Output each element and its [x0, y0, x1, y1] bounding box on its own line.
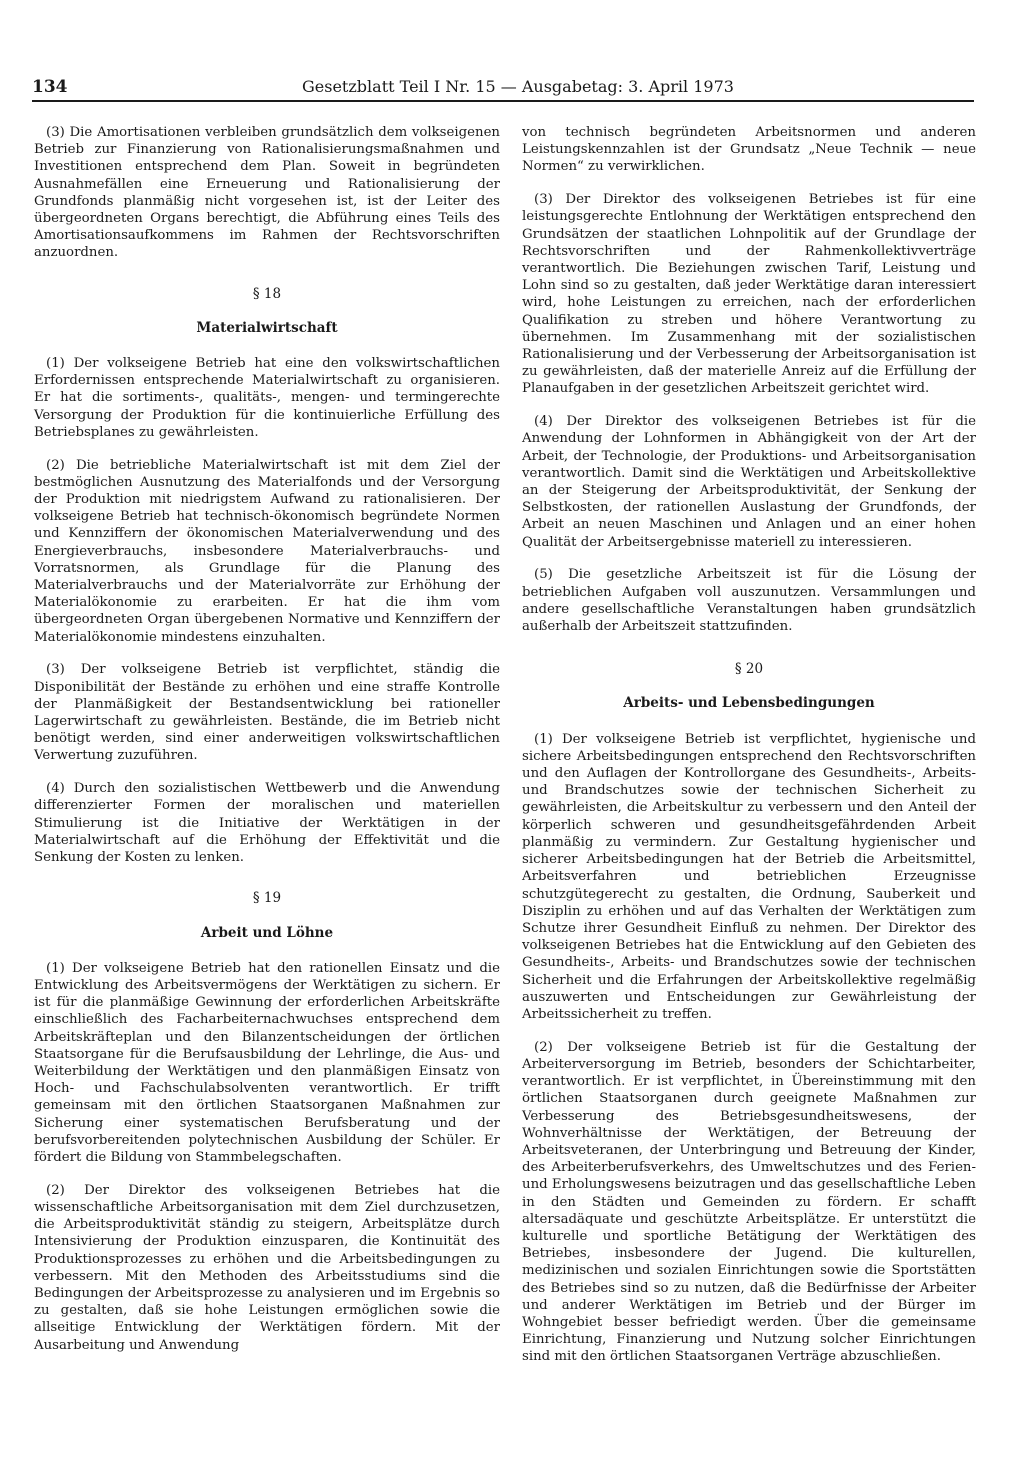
section-number-19: § 19 [252, 890, 282, 907]
running-header-title: Gesetzblatt Teil I Nr. 15 — Ausgabetag: 3. April 1973 [302, 77, 734, 96]
paragraph-s19-1: (1) Der volkseigene Betrieb hat den rationellen Einsatz und die Entwicklung des Arbeitsvermögens der Werktätigen zu sichern. Er ist für die planmäßige Gewinnung der erforderlichen Arbeitskräfte einschließlich des Facharbeiternachwuchses entsprechend dem Arbeitskräfteplan und den Bilanzentscheidungen der örtlichen Staatsorgane für die Berufsausbildung der Lehrlinge, die Aus- und Weiterbildung der Werktätigen und den planmäßigen Einsatz von Hoch- und Fachschulabsolventen verantwortlich. Er trifft gemeinsam mit den örtlichen Staatsorganen Maßnahmen zur Sicherung einer systematischen Berufsberatung und der berufsvorbereitenden polytechnischen Ausbildung der Schüler. Er fördert die Bildung von Stammbelegschaften. [34, 960, 500, 1165]
section-title-arbeits-und-lebensbedingungen: Arbeits- und Lebensbedingungen [623, 695, 875, 712]
paragraph-s18-2: (2) Die betriebliche Materialwirtschaft ist mit dem Ziel der bestmöglichen Ausnutzung des Materialfonds und der Versorgung der Produktion mit niedrigstem Aufwand zu rationalisieren. Der volkseigene Betrieb hat technisch-ökonomisch begründete Normen und Kennziffern der ökonomischen Materialverwendung und des Energieverbrauchs, insbesondere Materialverbrauchs- und Vorratsnormen, als Grundlage für die Planung des Materialverbrauchs und der Materialvorräte zur Erhöhung der Materialökonomie zu erarbeiten. Er hat die ihm vom übergeordneten Organ übergebenen Normative und Kennziffern der Materialökonomie mindestens einzuhalten. [34, 457, 500, 645]
page-number: 134 [32, 77, 68, 97]
section-number-20: § 20 [734, 661, 764, 678]
paragraph-s20-2: (2) Der volkseigene Betrieb ist für die Gestaltung der Arbeiterversorgung im Betrieb, besonders der Schichtarbeiter, verantwortlich. Er ist verpflichtet, in Übereinstimmung mit den örtlichen Staatsorganen durch geeignete Maßnahmen zur Verbesserung des Betriebsgesundheitswesens, der Wohnverhältnisse der Werktätigen, der Betreuung der Arbeitsveteranen, der Unterbringung und Betreuung der Kinder, des Arbeiterberufsverkehrs, des Umweltschutzes und des Ferien- und Erholungswesens beizutragen und das gesellschaftliche Leben in den Städten und Gemeinden zu fördern. Er schafft altersadäquate und geschützte Arbeitsplätze. Er unterstützt die kulturelle und sportliche Betätigung der Werktätigen des Betriebes, insbesondere der Jugend. Die kulturellen, medizinischen und sozialen Einrichtungen sowie die Sportstätten des Betriebes sind so zu nutzen, daß die Bedürfnisse der Arbeiter und anderer Werktätigen im Betrieb und der Bürger im Wohngebiet besser befriedigt werden. Über die gemeinsame Einrichtung, Finanzierung und Nutzung solcher Einrichtungen sind mit den örtlichen Staatsorganen Verträge abzuschließen. [522, 1039, 976, 1365]
section-title-materialwirtschaft: Materialwirtschaft [196, 319, 338, 336]
section-title-arbeit-und-loehne: Arbeit und Löhne [200, 924, 334, 941]
paragraph-s18-4: (4) Durch den sozialistischen Wettbewerb und die Anwendung differenzierter Formen der moralischen und materiellen Stimulierung ist die Initiative der Werktätigen in der Materialwirtschaft auf die Erhöhung der Effektivität und die Senkung der Kosten zu lenken. [34, 781, 500, 866]
header-rule [32, 100, 974, 102]
section-number-18: § 18 [252, 285, 282, 302]
paragraph-s20-1: (1) Der volkseigene Betrieb ist verpflichtet, hygienische und sichere Arbeitsbedingungen entsprechend den Rechtsvorschriften und den Auflagen der Kontrollorgane des Gesundheits-, Arbeits- und Brandschutzes sowie der technischen Sicherheit zu gewährleisten, die Arbeitskultur zu verbessern und den Anteil der körperlich schweren und gesundheitsgefährdenden Arbeit planmäßig zu vermindern. Zur Gestaltung hygienischer und sicherer Arbeitsbedingungen hat der Betrieb die Arbeitsmittel, Arbeitsverfahren und betrieblichen Erzeugnisse schutzgütegerecht zu gestalten, die Ordnung, Sauberkeit und Disziplin zu erhöhen und auf das Verhalten der Werktätigen zum Schutze ihrer Gesundheit Einfluß zu nehmen. Der Direktor des volkseigenen Betriebes hat die Entwicklung auf den Gebieten des Gesundheits-, Arbeits- und Brandschutzes sowie der technischen Sicherheit und die Erfahrungen der Arbeitskollektive regelmäßig auszuwerten und Entscheidungen zur Gewährleistung der Arbeitssicherheit zu treffen. [522, 731, 976, 1022]
paragraph-s19-5: (5) Die gesetzliche Arbeitszeit ist für die Lösung der betrieblichen Aufgaben voll auszunutzen. Versammlungen und andere gesellschaftliche Veranstaltungen haben grundsätzlich außerhalb der Arbeitszeit stattzufinden. [522, 567, 976, 635]
paragraph-s19-4: (4) Der Direktor des volkseigenen Betriebes ist für die Anwendung der Lohnformen in Abhängigkeit von der Art der Arbeit, der Technologie, der Produktions- und Arbeitsorganisation verantwortlich. Damit sind die Werktätigen und Arbeitskollektive an der Steigerung der Arbeitsproduktivität, der Senkung der Selbstkosten, der rationellen Auslastung der Grundfonds, der Arbeit an neuen Maschinen und Anlagen und an einer hohen Qualität der Arbeitsergebnisse materiell zu interessieren. [522, 414, 976, 550]
paragraph-s19-2: (2) Der Direktor des volkseigenen Betriebes hat die wissenschaftliche Arbeitsorganisation mit dem Ziel durchzusetzen, die Arbeitsproduktivität ständig zu steigern, Arbeitsplätze durch Intensivierung der Produktion einzusparen, die Kontinuität des Produktionsprozesses zu erhöhen und die Arbeitsbedingungen zu verbessern. Mit den Methoden des Arbeitsstudiums sind die Bedingungen der Arbeitsprozesse zu analysieren und im Ergebnis so zu gestalten, daß sie hohe Leistungen ermöglichen sowie die allseitige Entwicklung der Werktätigen fördern. Mit der Ausarbeitung und Anwendung [34, 1182, 500, 1353]
paragraph-s18-1: (1) Der volkseigene Betrieb hat eine den volkswirtschaftlichen Erfordernissen entsprechende Materialwirtschaft zu organisieren. Er hat die sortiments-, qualitäts-, mengen- und termingerechte Versorgung der Produktion für die kontinuierliche Erfüllung des Betriebsplanes zu gewährleisten. [34, 356, 500, 440]
left-column [34, 124, 500, 1369]
paragraph-s18-3: (3) Der volkseigene Betrieb ist verpflichtet, ständig die Disponibilität der Bestände zu erhöhen und eine straffe Kontrolle der Planmäßigkeit der Bestandsentwicklung bei rationeller Lagerwirtschaft zu gewährleisten. Bestände, die im Betrieb nicht benötigt werden, sind einer anderweitigen volkswirtschaftlichen Verwertung zuzuführen. [34, 662, 500, 764]
paragraph-s19-3: (3) Der Direktor des volkseigenen Betriebes ist für eine leistungsgerechte Entlohnung der Werktätigen entsprechend den Grundsätzen der staatlichen Lohnpolitik auf der Grundlage der Rechtsvorschriften und der Rahmenkollektivverträge verantwortlich. Die Beziehungen zwischen Tarif, Leistung und Lohn sind so zu gestalten, daß jeder Werktätige daran interessiert wird, hohe Leistungen zu erreichen, nach der erforderlichen Qualifikation zu streben und höhere Verantwortung zu übernehmen. Im Zusammenhang mit der sozialistischen Rationalisierung und der Verbesserung der Arbeitsorganisation ist zu gewährleisten, daß der materielle Anreiz auf die Erfüllung der Planaufgaben in der gesetzlichen Arbeitszeit gerichtet wird. [522, 192, 976, 397]
paragraph-s17-3: (3) Die Amortisationen verbleiben grundsätzlich dem volkseigenen Betrieb zur Finanzierung von Rationalisierungsmaßnahmen und Investitionen entsprechend dem Plan. Soweit in begründeten Ausnahmefällen eine Erneuerung und Rationalisierung der Grundfonds planmäßig nicht vorgesehen ist, ist der Leiter des übergeordneten Organs berechtigt, die Abführung eines Teils des Amortisationsaufkommens im Rahmen der Rechtsvorschriften anzuordnen. [34, 125, 500, 261]
right-column [522, 124, 976, 1381]
page-header [32, 76, 974, 102]
paragraph-s19-2-continued: von technisch begründeten Arbeitsnormen und anderen Leistungskennzahlen ist der Grundsatz „Neue Technik — neue Normen“ zu verwirklichen. [522, 125, 976, 175]
